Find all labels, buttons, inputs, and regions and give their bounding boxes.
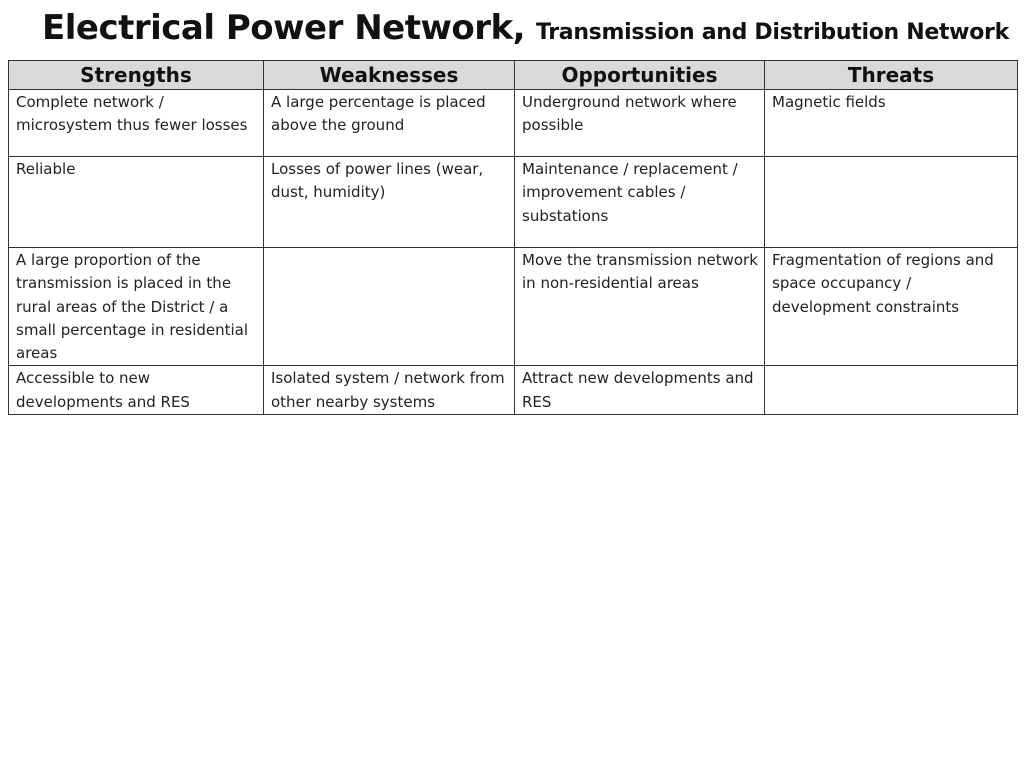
header-strengths: Strengths bbox=[9, 61, 264, 90]
cell-weakness bbox=[264, 248, 515, 366]
cell-strength: Accessible to new developments and RES bbox=[9, 366, 264, 415]
cell-threat: Magnetic fields bbox=[765, 90, 1018, 157]
header-opportunities: Opportunities bbox=[515, 61, 765, 90]
cell-strength: Complete network / microsystem thus fewer losses bbox=[9, 90, 264, 157]
table-row bbox=[9, 157, 1018, 248]
cell-threat bbox=[765, 157, 1018, 248]
title-subtitle: Transmission and Distribution Network bbox=[535, 20, 1009, 45]
cell-strength: A large proportion of the transmission is placed in the rural areas of the District / a small percentage in residential areas bbox=[9, 248, 264, 366]
table-row bbox=[9, 248, 1018, 366]
table-row bbox=[9, 90, 1018, 157]
page-title bbox=[42, 8, 1009, 48]
swot-table bbox=[8, 60, 1018, 415]
cell-weakness: A large percentage is placed above the ground bbox=[264, 90, 515, 157]
title-main: Electrical Power Network, bbox=[42, 8, 526, 48]
table-header-row bbox=[9, 61, 1018, 90]
table-row bbox=[9, 366, 1018, 415]
cell-threat bbox=[765, 366, 1018, 415]
header-weaknesses: Weaknesses bbox=[264, 61, 515, 90]
cell-opportunity: Maintenance / replacement / improvement cables / substations bbox=[515, 157, 765, 248]
cell-strength: Reliable bbox=[9, 157, 264, 248]
cell-opportunity: Underground network where possible bbox=[515, 90, 765, 157]
cell-opportunity: Move the transmission network in non-residential areas bbox=[515, 248, 765, 366]
cell-weakness: Isolated system / network from other nearby systems bbox=[264, 366, 515, 415]
cell-weakness: Losses of power lines (wear, dust, humidity) bbox=[264, 157, 515, 248]
cell-opportunity: Attract new developments and RES bbox=[515, 366, 765, 415]
header-threats: Threats bbox=[765, 61, 1018, 90]
cell-threat: Fragmentation of regions and space occupancy / development constraints bbox=[765, 248, 1018, 366]
